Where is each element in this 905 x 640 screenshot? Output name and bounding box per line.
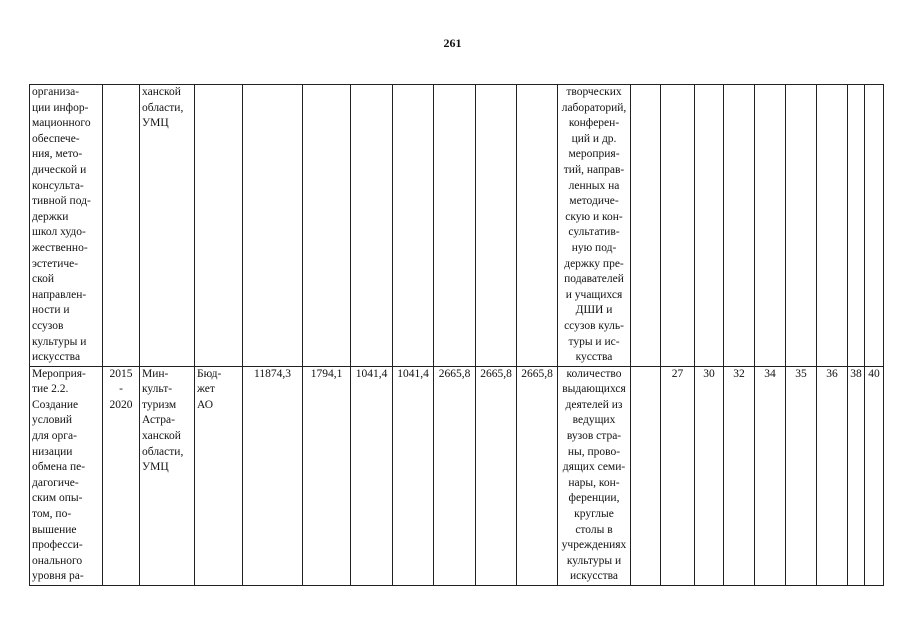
- year-amount-cell: 2665,8: [476, 366, 517, 585]
- page-number: 261: [443, 36, 462, 50]
- year-amount-cell: 1041,4: [351, 366, 393, 585]
- year-amount-cell: [434, 85, 476, 367]
- indicator-cell: творческих лабораторий, конферен- ций и др. мероприя- тий, направ- ленных на методиче- скую и кон- сультатив- ную под- держку пре- подавателей и учащихся ДШИ и ссузов куль- туры и ис- кусства: [558, 85, 631, 367]
- indicator-value-cell: 30: [695, 366, 724, 585]
- indicator-cell: количество выдающихся деятелей из ведущих вузов стра- ны, прово- дящих семи- нары, кон- ференции, круглые столы в учреждениях культуры и искусства: [558, 366, 631, 585]
- year-amount-cell: [351, 85, 393, 367]
- activity-description-cell: Мероприя- тие 2.2. Создание условий для орга- низации обмена пе- дагогиче- ским опы- том, по- вышение професси- онального уровня ра-: [30, 366, 103, 585]
- year-amount-cell: 1041,4: [393, 366, 434, 585]
- year-amount-cell: [517, 85, 558, 367]
- indicator-value-cell: [755, 85, 786, 367]
- unit-cell: [631, 85, 661, 367]
- executor-cell: ханской области, УМЦ: [140, 85, 195, 367]
- year-amount-cell: 2665,8: [434, 366, 476, 585]
- table-row: [30, 85, 884, 367]
- indicator-value-cell: [695, 85, 724, 367]
- total-amount-cell: 11874,3: [243, 366, 303, 585]
- executor-cell: Мин- культ- туризм Астра- ханской области, УМЦ: [140, 366, 195, 585]
- indicator-value-cell: [848, 85, 865, 367]
- indicator-value-cell: [724, 85, 755, 367]
- period-cell: 2015 - 2020: [103, 366, 140, 585]
- funding-source-cell: [195, 85, 243, 367]
- total-amount-cell: [243, 85, 303, 367]
- year-amount-cell: 1794,1: [303, 366, 351, 585]
- unit-cell: [631, 366, 661, 585]
- period-cell: [103, 85, 140, 367]
- indicator-value-cell: 34: [755, 366, 786, 585]
- indicator-value-cell: 27: [661, 366, 695, 585]
- indicator-value-cell: [817, 85, 848, 367]
- indicator-value-cell: 36: [817, 366, 848, 585]
- table-row: [30, 366, 884, 585]
- activity-description-cell: организа- ции инфор- мационного обеспече- ния, мето- дической и консульта- тивной под- держки школ худо- жественно- эстетиче- ской направлен- ности и ссузов культуры и искусства: [30, 85, 103, 367]
- indicator-value-cell: 38: [848, 366, 865, 585]
- year-amount-cell: [303, 85, 351, 367]
- program-table: [29, 84, 884, 586]
- indicator-value-cell: [786, 85, 817, 367]
- indicator-value-cell: [865, 85, 884, 367]
- year-amount-cell: [393, 85, 434, 367]
- funding-source-cell: Бюд- жет АО: [195, 366, 243, 585]
- year-amount-cell: 2665,8: [517, 366, 558, 585]
- indicator-value-cell: 32: [724, 366, 755, 585]
- indicator-value-cell: 40: [865, 366, 884, 585]
- year-amount-cell: [476, 85, 517, 367]
- indicator-value-cell: [661, 85, 695, 367]
- indicator-value-cell: 35: [786, 366, 817, 585]
